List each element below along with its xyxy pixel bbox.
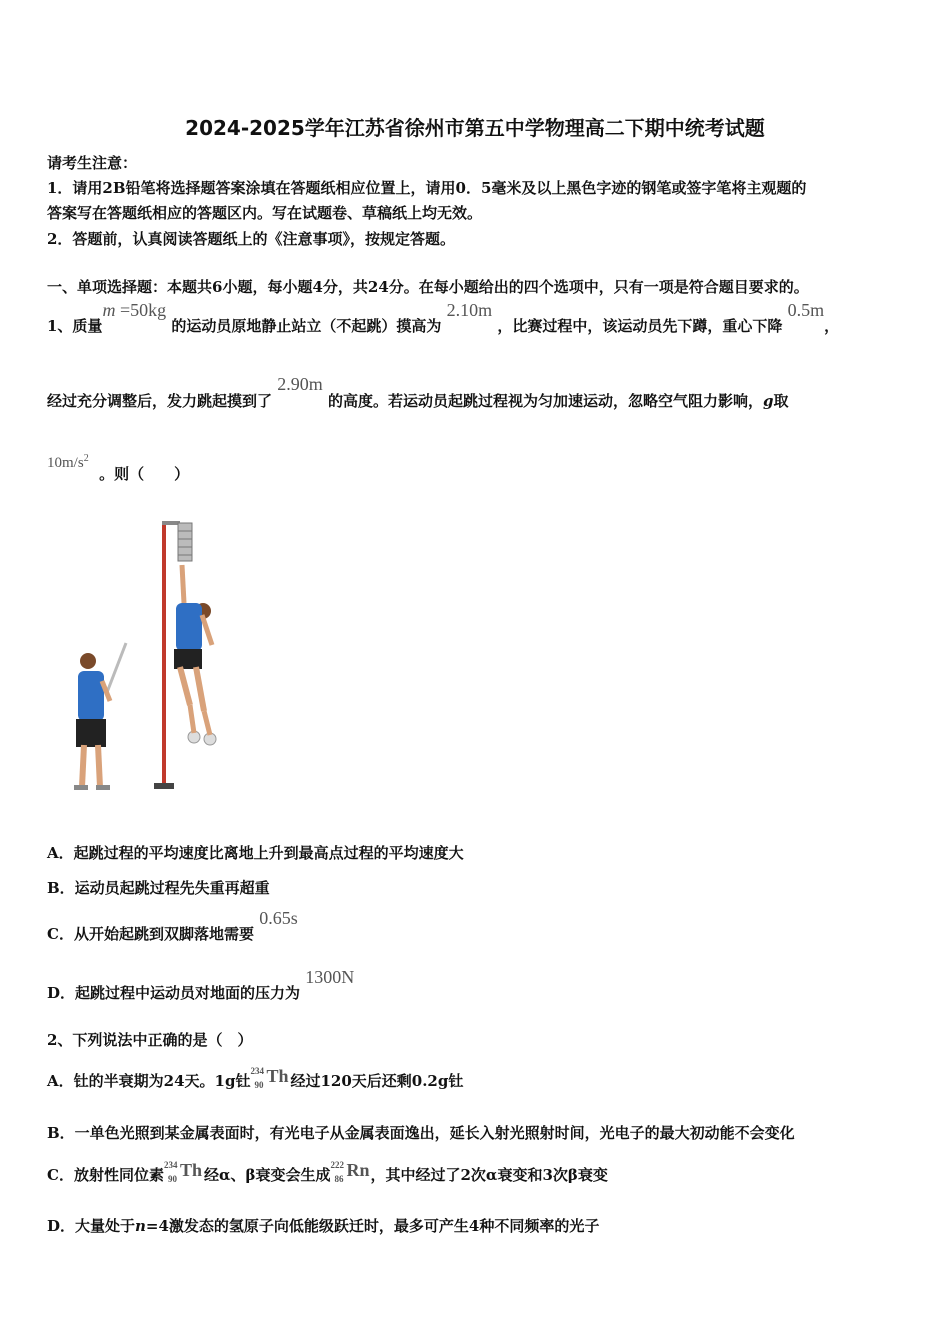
q2-option-d: [47, 1215, 599, 1236]
radon-atomic-number: 86: [334, 1174, 344, 1184]
q2-option-d-n: n: [135, 1217, 146, 1235]
c-thorium-atomic-number: 90: [167, 1174, 177, 1184]
q2-option-d-text-2: =4激发态的氢原子向低能级跃迁时，最多可产生4种不同频率的光子: [145, 1217, 600, 1235]
pole-top: [162, 521, 180, 525]
q1-option-a: A．起跳过程的平均速度比离地上升到最高点过程的平均速度大: [47, 844, 464, 862]
q1-line3: [47, 451, 190, 483]
stick: [106, 643, 126, 695]
notice-heading: 请考生注意：: [47, 154, 138, 172]
q1-text-5: 经过充分调整后，发力跳起摸到了: [47, 392, 273, 410]
q2-option-c: [47, 1156, 608, 1191]
measuring-pole: [162, 521, 166, 789]
q2-radon-symbol: [330, 1160, 370, 1190]
q1-option-c-val: 0.65s: [259, 908, 298, 928]
q2-option-d-text-1: D．大量处于: [47, 1217, 136, 1235]
q1-text-1: 1、质量: [47, 317, 103, 335]
section-heading: 一、单项选择题：本题共6小题，每小题4分，共24分。在每小题给出的四个选项中，只有一项是符合题目要求的。: [47, 278, 809, 296]
jumper-shirt: [176, 603, 202, 651]
q1-text-7: 取: [773, 392, 789, 410]
q1-text-4: ，: [824, 317, 840, 335]
notice-line-1: 1．请用2B铅笔将选择题答案涂填在答题纸相应位置上，请用0．5毫米及以上黑色字迹的钢笔或签字笔将主观题的: [47, 179, 807, 197]
q1-gval-base: 10m/s: [47, 455, 84, 471]
jumping-athlete: [174, 565, 216, 745]
q1-d: 0.5m: [787, 300, 825, 320]
q2-option-a: [47, 1062, 463, 1097]
radon-mass-number: 222: [330, 1160, 344, 1170]
q1-text-3: ，比赛过程中，该运动员先下蹲，重心下降: [497, 317, 783, 335]
stander-shirt: [78, 671, 104, 721]
q1-option-d-text: D．起跳过程中运动员对地面的压力为: [47, 984, 301, 1002]
thorium-atomic-number: 90: [254, 1080, 264, 1090]
q2-option-c-text-3: ，其中经过了2次α衰变和3次β衰变: [370, 1166, 608, 1184]
notice-line-2: 答案写在答题纸相应的答题区内。写在试题卷、草稿纸上均无效。: [47, 204, 483, 222]
page-title: 2024-2025学年江苏省徐州市第五中学物理高二下期中统考试题: [185, 116, 765, 140]
q1-line1: [47, 300, 840, 335]
q1-mass: [102, 300, 166, 320]
q1-g: g: [763, 392, 774, 410]
q2-option-c-text-1: C．放射性同位素: [47, 1166, 164, 1184]
c-thorium-mass-number: 234: [163, 1160, 178, 1170]
q2-c-thorium-symbol: [164, 1160, 204, 1190]
q1-option-c-text: C．从开始起跳到双脚落地需要: [47, 925, 254, 943]
jumper-shorts: [174, 649, 202, 669]
q1-h2: 2.90m: [277, 374, 323, 394]
q1-gval-exp: 2: [83, 453, 89, 464]
stander-shorts: [76, 719, 106, 747]
q1-mass-var: m: [102, 300, 116, 320]
q2-option-c-text-2: 经α、β衰变会生成: [203, 1166, 331, 1184]
q1-line2: [47, 374, 789, 410]
notice-line-3: 2．答题前，认真阅读答题纸上的《注意事项》，按规定答题。: [47, 230, 455, 248]
q1-option-b: B．运动员起跳过程先失重再超重: [47, 879, 270, 897]
q1-mass-val: =50kg: [119, 300, 167, 320]
q1-option-d-val: 1300N: [305, 967, 355, 987]
q2-option-a-text-2: 经过120天后还剩0.2g钍: [290, 1072, 464, 1090]
athlete-illustration: [70, 515, 230, 795]
q2-thorium-symbol: [250, 1066, 290, 1096]
thorium-symbol: Th: [266, 1066, 289, 1086]
q1-option-c: [47, 908, 298, 943]
c-thorium-symbol: Th: [179, 1160, 202, 1180]
q1-option-d: [47, 967, 355, 1002]
standing-athlete: [74, 643, 126, 790]
pole-base: [154, 783, 174, 789]
q1-text-6: 的高度。若运动员起跳过程视为匀加速运动，忽略空气阻力影响，: [328, 392, 764, 410]
q2-stem: 2、下列说法中正确的是（ ）: [47, 1031, 253, 1049]
radon-symbol: Rn: [346, 1160, 370, 1180]
q1-gval: [47, 455, 89, 471]
q1-text-2: 的运动员原地静止站立（不起跳）摸高为: [171, 317, 442, 335]
q2-option-b: B．一单色光照到某金属表面时，有光电子从金属表面逸出，延长入射光照射时间，光电子的最大初动能不会变化: [47, 1124, 795, 1142]
q1-h1: 2.10m: [446, 300, 493, 320]
q1-text-8: 。则（ ）: [99, 465, 190, 483]
thorium-mass-number: 234: [250, 1066, 264, 1076]
q2-option-a-text-1: A．钍的半衰期为24天。1g钍: [47, 1072, 251, 1090]
stander-head: [80, 653, 96, 669]
